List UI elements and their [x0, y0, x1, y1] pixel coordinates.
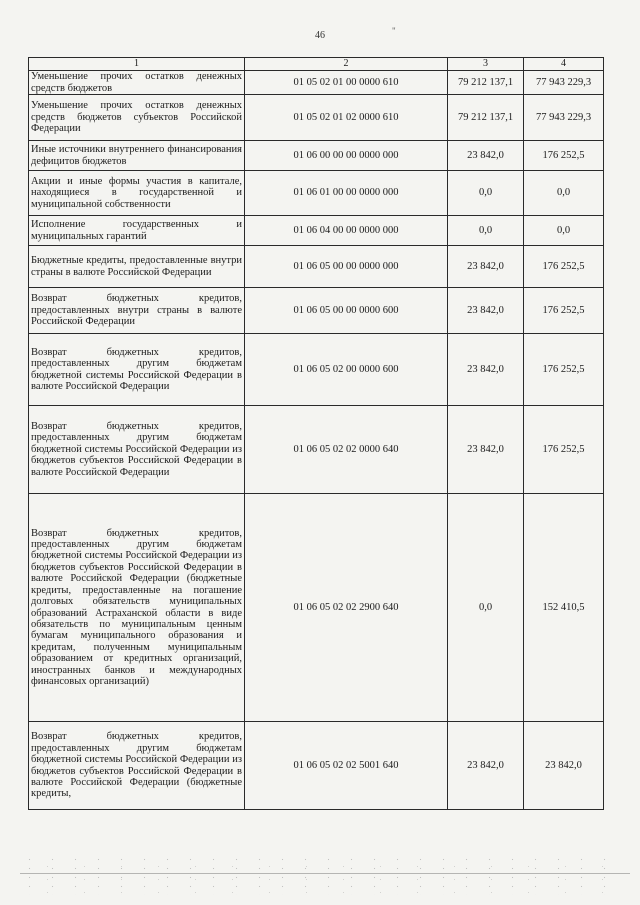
- table-row: [29, 334, 604, 406]
- row-value-col3: 23 842,0: [448, 141, 524, 171]
- table-header-row: [29, 58, 604, 71]
- row-value-col4: 176 252,5: [524, 288, 604, 334]
- row-value-col3: 23 842,0: [448, 334, 524, 406]
- row-value-col4: 176 252,5: [524, 141, 604, 171]
- row-value-col4: 176 252,5: [524, 246, 604, 288]
- row-value-col3: 23 842,0: [448, 246, 524, 288]
- row-name: Акции и иные формы участия в капитале, находящиеся в государственной и муниципальной собственности: [29, 171, 245, 216]
- row-name: Бюджетные кредиты, предоставленные внутри страны в валюте Российской Федерации: [29, 246, 245, 288]
- header-col-1: 1: [29, 58, 245, 71]
- scan-mark-tick: ": [392, 26, 396, 36]
- header-col-2: 2: [245, 58, 448, 71]
- row-name: Возврат бюджетных кредитов, предоставленных другим бюджетам бюджетной системы Российской Федерации из бюджетов субъектов Российской Федерации в валюте Российской Федерации (бюджетные кредиты,: [29, 722, 245, 810]
- row-value-col4: 0,0: [524, 216, 604, 246]
- row-name: Иные источники внутреннего финансирования дефицитов бюджетов: [29, 141, 245, 171]
- row-value-col3: 23 842,0: [448, 406, 524, 494]
- row-value-col3: 79 212 137,1: [448, 71, 524, 95]
- row-value-col4: 77 943 229,3: [524, 95, 604, 141]
- row-name: Возврат бюджетных кредитов, предоставленных другим бюджетам бюджетной системы Российской Федерации из бюджетов субъектов Российской Федерации в валюте Российской Федерации: [29, 406, 245, 494]
- page-number: 46: [315, 30, 325, 41]
- row-code: 01 05 02 01 02 0000 610: [245, 95, 448, 141]
- row-value-col3: 0,0: [448, 494, 524, 722]
- row-code: 01 06 04 00 00 0000 000: [245, 216, 448, 246]
- scan-artifact: [0, 835, 640, 905]
- table-row: [29, 406, 604, 494]
- row-code: 01 06 05 02 02 2900 640: [245, 494, 448, 722]
- row-value-col3: 79 212 137,1: [448, 95, 524, 141]
- table-row: [29, 71, 604, 95]
- row-name: Возврат бюджетных кредитов, предоставленных внутри страны в валюте Российской Федерации: [29, 288, 245, 334]
- row-value-col3: 0,0: [448, 171, 524, 216]
- table-row: [29, 171, 604, 216]
- row-code: 01 06 05 02 02 5001 640: [245, 722, 448, 810]
- table-row: [29, 288, 604, 334]
- row-name: Уменьшение прочих остатков денежных средств бюджетов субъектов Российской Федерации: [29, 95, 245, 141]
- row-name: Возврат бюджетных кредитов, предоставленных другим бюджетам бюджетной системы Российской Федерации из бюджетов субъектов Российской Федерации в валюте Российской Федерации (бюджетные кредиты, предоставленные на погашение долговых обязательств муниципальных образований Астраханской области в виде обязательств по муниципальным ценным бумагам муниципального образования и кредитам, полученным муниципальным образованием от кредитных организаций, иностранных банков и международных финансовых организаций): [29, 494, 245, 722]
- row-value-col4: 0,0: [524, 171, 604, 216]
- row-code: 01 06 05 00 00 0000 600: [245, 288, 448, 334]
- row-value-col4: 77 943 229,3: [524, 71, 604, 95]
- row-value-col3: 0,0: [448, 216, 524, 246]
- row-code: 01 05 02 01 00 0000 610: [245, 71, 448, 95]
- row-name: Исполнение государственных и муниципальных гарантий: [29, 216, 245, 246]
- row-code: 01 06 01 00 00 0000 000: [245, 171, 448, 216]
- header-col-4: 4: [524, 58, 604, 71]
- row-value-col3: 23 842,0: [448, 288, 524, 334]
- row-value-col3: 23 842,0: [448, 722, 524, 810]
- table-row: [29, 141, 604, 171]
- table-row: [29, 216, 604, 246]
- table-row: [29, 494, 604, 722]
- scan-edge-line: [20, 873, 630, 874]
- row-code: 01 06 05 02 02 0000 640: [245, 406, 448, 494]
- row-name: Уменьшение прочих остатков денежных средств бюджетов: [29, 71, 245, 95]
- row-code: 01 06 05 02 00 0000 600: [245, 334, 448, 406]
- row-code: 01 06 05 00 00 0000 000: [245, 246, 448, 288]
- row-value-col4: 176 252,5: [524, 406, 604, 494]
- row-value-col4: 152 410,5: [524, 494, 604, 722]
- row-name: Возврат бюджетных кредитов, предоставленных другим бюджетам бюджетной системы Российской Федерации в валюте Российской Федерации: [29, 334, 245, 406]
- table-row: [29, 722, 604, 810]
- table-row: [29, 246, 604, 288]
- row-value-col4: 23 842,0: [524, 722, 604, 810]
- budget-sources-table: [28, 57, 604, 810]
- table-row: [29, 95, 604, 141]
- row-value-col4: 176 252,5: [524, 334, 604, 406]
- row-code: 01 06 00 00 00 0000 000: [245, 141, 448, 171]
- header-col-3: 3: [448, 58, 524, 71]
- scan-noise: [18, 855, 618, 895]
